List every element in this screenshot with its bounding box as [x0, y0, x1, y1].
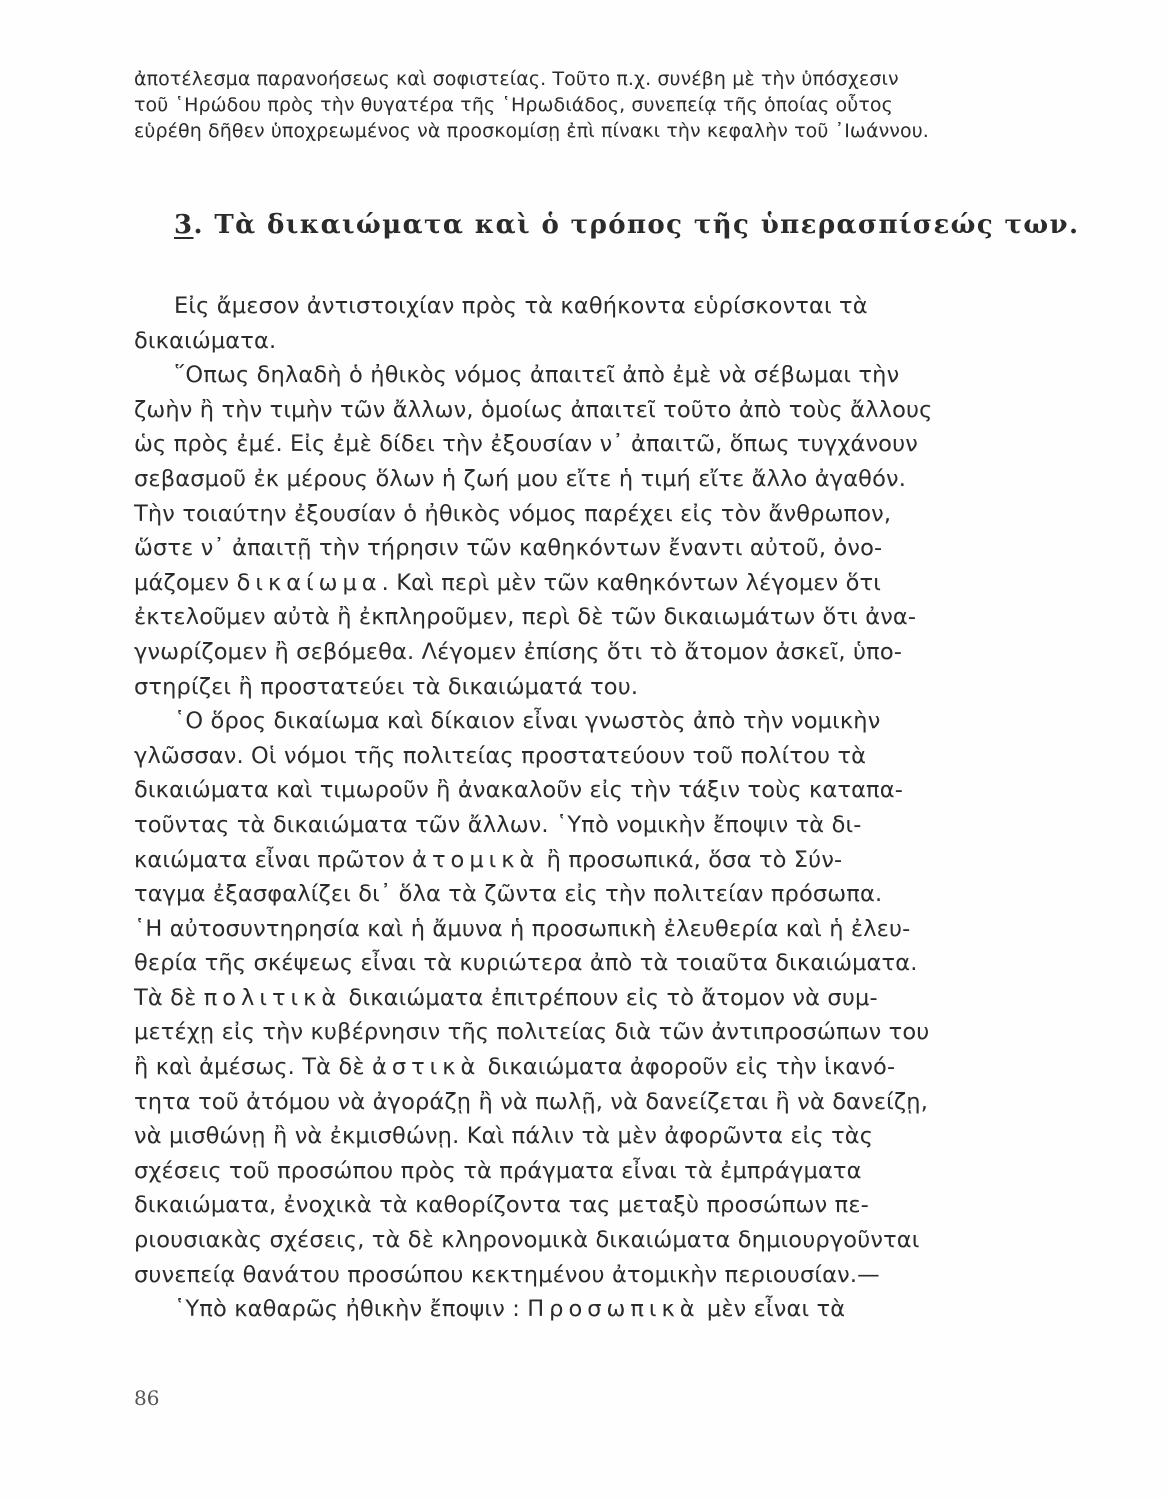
- text-segment: νὰ μισθώνῃ ἢ νὰ ἐκμισθώνῃ. Καὶ πάλιν τὰ μὲν ἀφορῶντα εἰς τὰς: [134, 1123, 874, 1150]
- text-line: [134, 773, 1004, 808]
- text-line: [134, 1050, 1004, 1085]
- text-segment: . Καὶ περὶ μὲν τῶν καθηκόντων λέγομεν ὅτι: [381, 569, 882, 596]
- text-segment: ἢ καὶ ἀμέσως. Τὰ δὲ: [134, 1054, 372, 1081]
- text-segment: δικαιώματα ἀφοροῦν εἰς τὴν ἱκανό-: [480, 1054, 896, 1081]
- spaced-emphasis-term: ἀστικὰ: [372, 1054, 481, 1081]
- text-line: [134, 1292, 1004, 1327]
- text-segment: στηρίζει ἢ προστατεύει τὰ δικαιώματά του.: [134, 673, 639, 700]
- text-segment: δικαιώματα, ἐνοχικὰ τὰ καθορίζοντα τας μεταξὺ προσώπων πε-: [134, 1192, 869, 1219]
- text-segment: τοῦντας τὰ δικαιώματα τῶν ἄλλων. ῾Υπὸ νομικὴν ἔποψιν τὰ δι-: [134, 811, 862, 838]
- spaced-emphasis-term: Προσωπικὰ: [527, 1296, 700, 1323]
- text-segment: σεβασμοῦ ἐκ μέρους ὅλων ἡ ζωή μου εἴτε ἡ τιμή εἴτε ἄλλο ἀγαθόν.: [134, 465, 907, 492]
- page-number: 86: [134, 1386, 160, 1410]
- spaced-emphasis-term: ἀτομικὰ: [412, 846, 540, 873]
- text-line: τοῦ ῾Ηρώδου πρὸς τὴν θυγατέρα τῆς ῾Ηρωδιάδος, συνεπείᾳ τῆς ὁποίας οὗτος: [134, 94, 893, 116]
- text-line: [134, 531, 1004, 566]
- text-segment: δικαιώματα ἐπιτρέπουν εἰς τὸ ἄτομον νὰ συμ-: [341, 984, 878, 1011]
- text-line: [134, 1223, 1004, 1258]
- text-segment: ριουσιακὰς σχέσεις, τὰ δὲ κληρονομικὰ δικαιώματα δημιουργοῦνται: [134, 1227, 920, 1254]
- text-segment: ἢ προσωπικά, ὅσα τὸ Σύν-: [539, 846, 843, 873]
- text-segment: τητα τοῦ ἀτόμου νὰ ἀγοράζῃ ἢ νὰ πωλῇ, νὰ δανείζεται ἢ νὰ δανείζῃ,: [134, 1088, 929, 1115]
- text-segment: ὥστε ν᾿ ἀπαιτῇ τὴν τήρησιν τῶν καθηκόντων ἔναντι αὐτοῦ, ὀνο-: [134, 535, 883, 562]
- text-segment: γνωρίζομεν ἢ σεβόμεθα. Λέγομεν ἐπίσης ὅτι τὸ ἄτομον ἀσκεῖ, ὑπο-: [134, 638, 903, 665]
- text-segment: ῾Υπὸ καθαρῶς ἠθικὴν ἔποψιν :: [174, 1296, 528, 1323]
- text-line: [134, 981, 1004, 1016]
- text-line: [134, 497, 1004, 532]
- text-line: [134, 704, 1004, 739]
- text-segment: Εἰς ἄμεσον ἀντιστοιχίαν πρὸς τὰ καθήκοντα εὑρίσκονται τὰ: [174, 293, 868, 319]
- text-segment: μετέχῃ εἰς τὴν κυβέρνησιν τῆς πολιτείας διὰ τῶν ἀντιπροσώπων του: [134, 1019, 930, 1046]
- text-line: [134, 600, 1004, 635]
- text-segment: μάζομεν: [134, 569, 237, 596]
- text-segment: ῾Η αὐτοσυντηρησία καὶ ἡ ἄμυνα ἡ προσωπικὴ ἐλευθερία καὶ ἡ ἐλευ-: [134, 915, 911, 942]
- text-line: [134, 670, 1004, 705]
- text-segment: καιώματα εἶναι πρῶτον: [134, 846, 413, 873]
- spaced-emphasis-term: πολιτικὰ: [203, 984, 342, 1011]
- text-segment: Τὰ δὲ: [134, 984, 204, 1011]
- text-segment: γλῶσσαν. Οἱ νόμοι τῆς πολιτείας προστατεύουν τοῦ πολίτου τὰ: [134, 742, 867, 769]
- text-segment: συνεπείᾳ θανάτου προσώπου κεκτημένου ἀτομικὴν περιουσίαν.—: [134, 1261, 880, 1288]
- text-segment: θερία τῆς σκέψεως εἶναι τὰ κυριώτερα ἀπὸ τὰ τοιαῦτα δικαιώματα.: [134, 950, 918, 977]
- text-line: [134, 635, 1004, 670]
- text-line: [134, 462, 1004, 497]
- text-segment: δικαιώματα καὶ τιμωροῦν ἢ ἀνακαλοῦν εἰς τὴν τάξιν τοὺς καταπα-: [134, 777, 903, 804]
- text-segment: ὡς πρὸς ἐμέ. Εἰς ἐμὲ δίδει τὴν ἐξουσίαν ν᾿ ἀπαιτῶ, ὅπως τυγχάνουν: [134, 431, 918, 458]
- text-line: [134, 1085, 1004, 1120]
- section-number: 3: [174, 210, 194, 240]
- text-line: [134, 1015, 1004, 1050]
- text-line: [134, 843, 1004, 878]
- text-line: [134, 289, 1004, 324]
- text-segment: ζωὴν ἢ τὴν τιμὴν τῶν ἄλλων, ὁμοίως ἀπαιτεῖ τοῦτο ἀπὸ τοὺς ἄλλους: [134, 396, 933, 423]
- text-line: [134, 1119, 1004, 1154]
- text-line: εὑρέθη δῆθεν ὑποχρεωμένος νὰ προσκομίσῃ ἐπὶ πίνακι τὴν κεφαλὴν τοῦ ᾿Ιωάννου.: [134, 120, 929, 142]
- text-line: [134, 877, 1004, 912]
- text-segment: Τὴν τοιαύτην ἐξουσίαν ὁ ἠθικὸς νόμος παρέχει εἰς τὸν ἄνθρωπον,: [134, 500, 892, 527]
- text-segment: σχέσεις τοῦ προσώπου πρὸς τὰ πράγματα εἶναι τὰ ἐμπράγματα: [134, 1157, 862, 1184]
- text-line: [134, 946, 1004, 981]
- text-line: [134, 427, 1004, 462]
- text-line: [134, 566, 1004, 601]
- text-segment: ἐκτελοῦμεν αὐτὰ ἢ ἐκπληροῦμεν, περὶ δὲ τῶν δικαιωμάτων ὅτι ἀνα-: [134, 604, 917, 631]
- text-line: [134, 393, 1004, 428]
- spaced-emphasis-term: δικαίωμα: [236, 569, 382, 596]
- section-title: . Τὰ δικαιώματα καὶ ὁ τρόπος τῆς ὑπερασπίσεώς των.: [193, 210, 1080, 240]
- text-segment: ῾Ο ὅρος δικαίωμα καὶ δίκαιον εἶναι γνωστὸς ἀπὸ τὴν νομικὴν: [174, 708, 881, 735]
- text-segment: μὲν εἶναι τὰ: [699, 1296, 846, 1323]
- text-line: ἀποτέλεσμα παρανοήσεως καὶ σοφιστείας. Τοῦτο π.χ. συνέβη μὲ τὴν ὑπόσχεσιν: [134, 68, 899, 90]
- text-line: [134, 1154, 1004, 1189]
- text-line: [134, 808, 1004, 843]
- intro-paragraph: [134, 66, 996, 144]
- text-segment: ταγμα ἐξασφαλίζει δι᾿ ὅλα τὰ ζῶντα εἰς τὴν πολιτείαν πρόσωπα.: [134, 881, 883, 908]
- text-line: [134, 1258, 1004, 1293]
- text-line: [134, 1188, 1004, 1223]
- text-segment: δικαιώματα.: [134, 327, 277, 354]
- text-segment: ῞Οπως δηλαδὴ ὁ ἠθικὸς νόμος ἀπαιτεῖ ἀπὸ ἐμὲ νὰ σέβωμαι τὴν: [174, 362, 900, 389]
- text-line: [134, 912, 1004, 947]
- body-text: [134, 289, 1004, 1327]
- text-line: [134, 324, 1004, 359]
- section-heading: [174, 210, 1079, 240]
- text-line: [134, 358, 1004, 393]
- text-line: [134, 739, 1004, 774]
